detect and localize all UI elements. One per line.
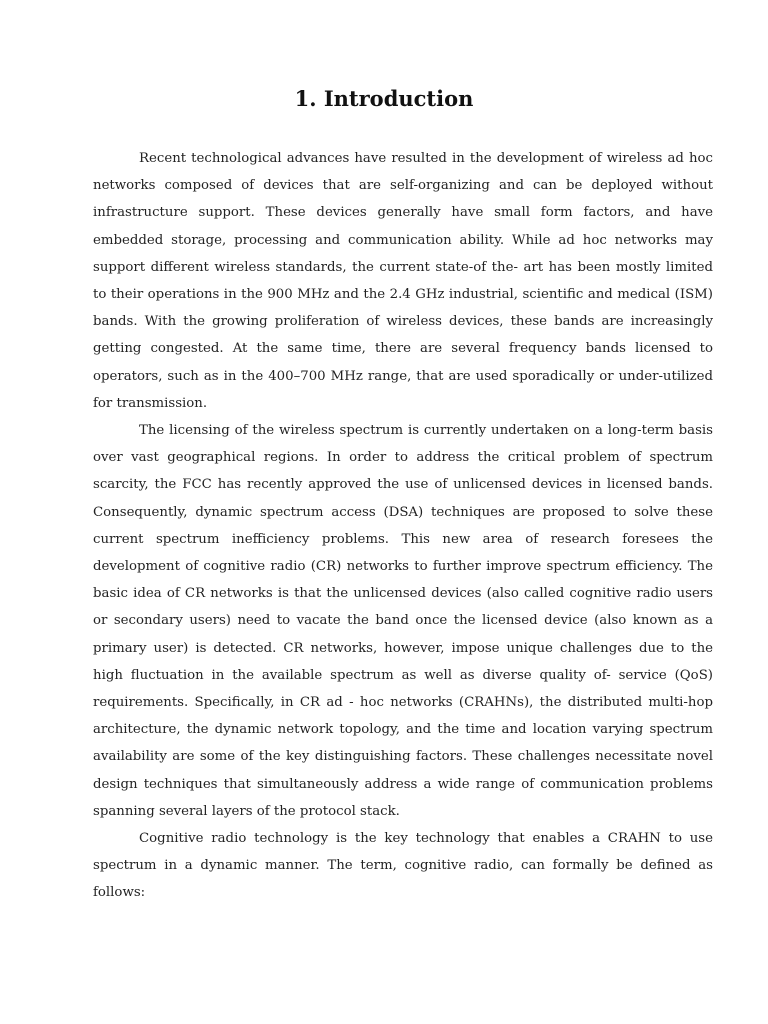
paragraph-2: The licensing of the wireless spectrum is currently undertaken on a long-term basis over vast geographical regions. In order to address the critical problem of spectrum scarcity, the FCC has recently approved the use of unlicensed devices in licensed bands. Consequently, dynamic spectrum access (DSA) techniques are proposed to solve these current spectrum inefficiency problems. This new area of research foresees the development of cognitive radio (CR) networks to further improve spectrum efficiency. The basic idea of CR networks is that the unlicensed devices (also called cognitive radio users or secondary users) need to vacate the band once the licensed device (also known as a primary user) is detected. CR networks, however, impose unique challenges due to the high fluctuation in the available spectrum as well as diverse quality of- service (QoS) requirements. Specifically, in CR ad - hoc networks (CRAHNs), the distributed multi-hop architecture, the dynamic network topology, and the time and location varying spectrum availability are some of the key distinguishing factors. These challenges necessitate novel design techniques that simultaneously address a wide range of communication problems spanning several layers of the protocol stack. <box>93 423 713 819</box>
section-heading: 1. Introduction <box>294 86 474 111</box>
body-text <box>93 145 713 907</box>
paragraph-1: Recent technological advances have resulted in the development of wireless ad hoc networks composed of devices that are self-organizing and can be deployed without infrastructure support. These devices generally have small form factors, and have embedded storage, processing and communication ability. While ad hoc networks may support different wireless standards, the current state-of the- art has been mostly limited to their operations in the 900 MHz and the 2.4 GHz industrial, scientific and medical (ISM) bands. With the growing proliferation of wireless devices, these bands are increasingly getting congested. At the same time, there are several frequency bands licensed to operators, such as in the 400–700 MHz range, that are used sporadically or under-utilized for transmission. <box>93 151 713 411</box>
paragraph-3: Cognitive radio technology is the key technology that enables a CRAHN to use spectrum in a dynamic manner. The term, cognitive radio, can formally be defined as follows: <box>93 831 713 901</box>
